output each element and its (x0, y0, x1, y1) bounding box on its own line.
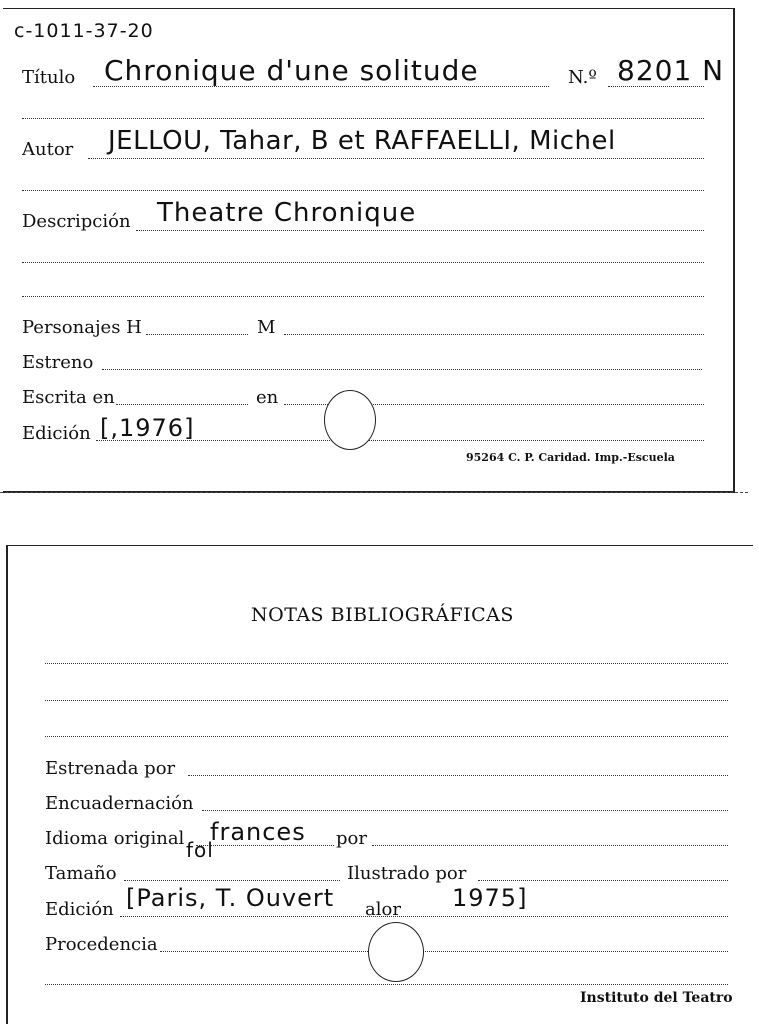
estrenada-line (188, 775, 728, 776)
titulo-label: Título (22, 67, 76, 88)
procedencia-label: Procedencia (45, 934, 158, 955)
tamano-value: fol (186, 838, 214, 862)
personajes-label: Personajes H (22, 317, 142, 338)
valor-label: alor (365, 899, 401, 920)
notas-line-3 (45, 736, 728, 737)
tamano-label: Tamaño (45, 863, 117, 884)
autor-line (88, 158, 704, 159)
personajes-m-line (284, 334, 704, 335)
autor-extra-line (22, 190, 704, 191)
idioma-por-line (372, 845, 728, 846)
notas-line-2 (45, 700, 728, 701)
personajes-m-label: M (257, 317, 276, 338)
procedencia-line (160, 951, 728, 952)
escrita-line (116, 404, 248, 405)
descripcion-value: Theatre Chronique (157, 198, 417, 228)
edicion2-label: Edición (45, 899, 114, 920)
card-separator (0, 492, 748, 493)
institution-name: Instituto del Teatro (580, 990, 733, 1006)
year-value: 1975] (452, 884, 528, 912)
escrita-en-label: en (256, 387, 279, 408)
edicion2-value: [Paris, T. Ouvert (126, 884, 335, 912)
edicion-value: [,1976] (100, 414, 195, 442)
personajes-h-line (146, 334, 248, 335)
idioma-label: Idioma original (45, 828, 185, 849)
ilustrado-label: Ilustrado por (347, 863, 467, 884)
titulo-extra-line (22, 118, 704, 119)
idioma-por-label: por (336, 828, 367, 849)
numero-value: 8201 N (617, 54, 725, 87)
procedencia-extra-line (45, 984, 728, 985)
autor-value: JELLOU, Tahar, B et RAFFAELLI, Michel (108, 126, 616, 156)
edicion-label: Edición (22, 423, 91, 444)
catalog-code: c-1011-37-20 (14, 20, 154, 42)
idioma-value: frances (210, 818, 306, 846)
ilustrado-line (478, 880, 728, 881)
estrenada-label: Estrenada por (45, 758, 176, 779)
estreno-label: Estreno (22, 352, 94, 373)
notas-line-1 (45, 663, 728, 664)
estreno-line (102, 369, 702, 370)
descripcion-label: Descripción (22, 211, 131, 232)
titulo-value: Chronique d'une solitude (104, 54, 479, 87)
punch-hole (324, 390, 376, 450)
edicion2-line (120, 916, 728, 917)
descripcion-extra-line-2 (22, 296, 704, 297)
escrita-label: Escrita en (22, 387, 115, 408)
numero-label: N.º (568, 67, 597, 88)
printer-imprint: 95264 C. P. Caridad. Imp.-Escuela (466, 451, 675, 464)
encuadernacion-line (202, 810, 728, 811)
autor-label: Autor (22, 139, 74, 160)
encuadernacion-label: Encuadernación (45, 793, 194, 814)
descripcion-line (136, 230, 704, 231)
punch-hole-back (368, 922, 424, 982)
descripcion-extra-line-1 (22, 262, 704, 263)
notas-heading: NOTAS BIBLIOGRÁFICAS (251, 604, 514, 626)
tamano-line (124, 880, 340, 881)
